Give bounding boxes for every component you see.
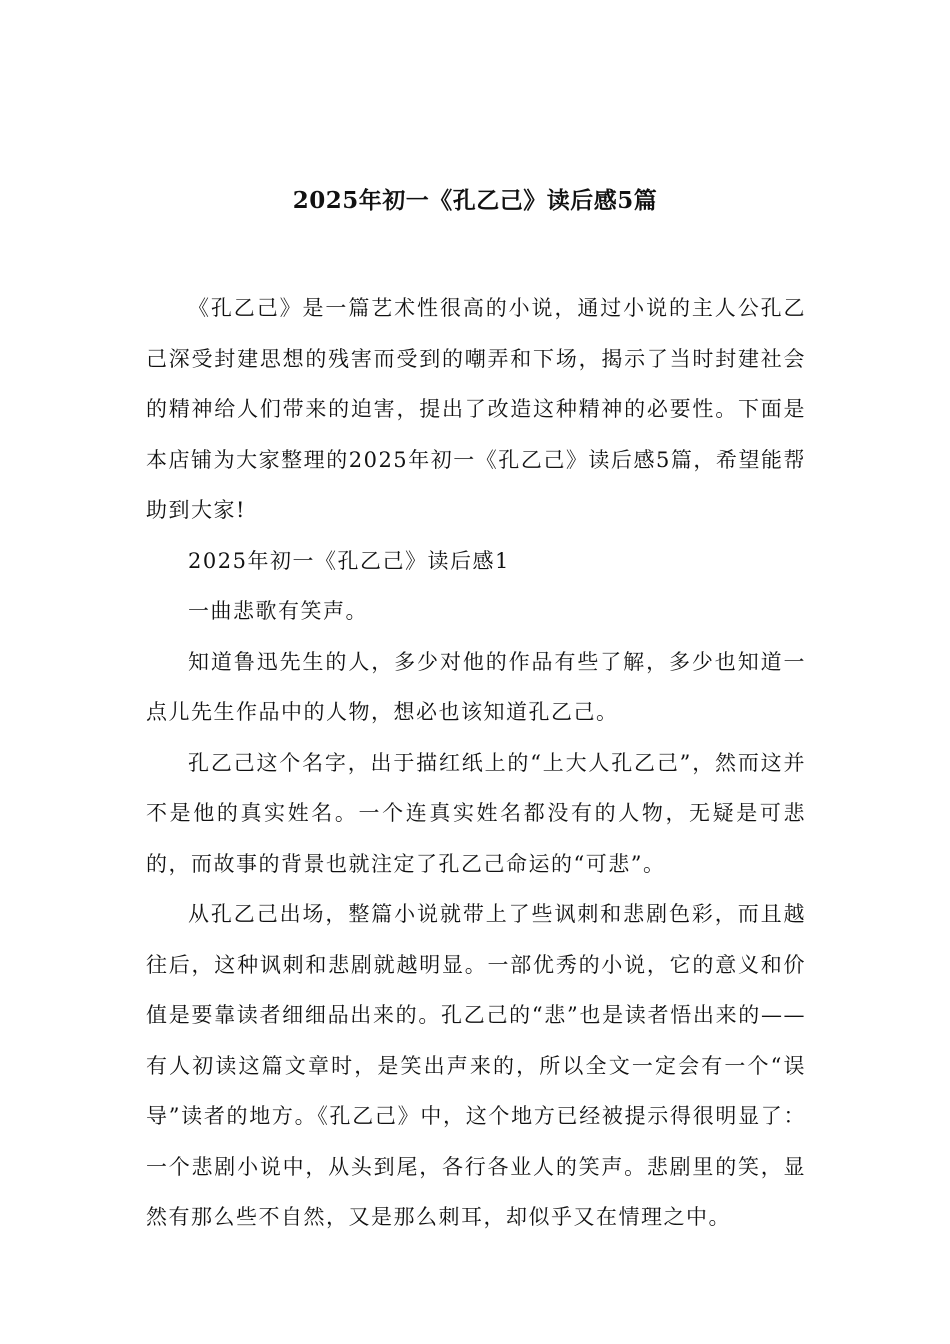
body-paragraph: 一曲悲歌有笑声。 xyxy=(188,599,368,623)
body-paragraph: 孔乙己这个名字，出于描红纸上的“上大人孔乙己”，然而这并不是他的真实姓名。一个连真实姓名都没有的人物，无疑是可悲的，而故事的背景也就注定了孔乙己命运的“可悲”。 xyxy=(146,750,806,876)
document-title: 2025年初一《孔乙己》读后感5篇 xyxy=(292,187,658,214)
body-paragraph: 从孔乙己出场，整篇小说就带上了些讽刺和悲剧色彩，而且越往后，这种讽刺和悲剧就越明显。一部优秀的小说，它的意义和价值是要靠读者细细品出来的。孔乙己的“悲”也是读者悟出来的——有人初读这篇文章时，是笑出声来的，所以全文一定会有一个“误导”读者的地方。《孔乙己》中，这个地方已经被提示得很明显了：一个悲剧小说中，从头到尾，各行各业人的笑声。悲剧里的笑，显然有那么些不自然，又是那么刺耳，却似乎又在情理之中。 xyxy=(146,902,806,1229)
section-heading: 2025年初一《孔乙己》读后感1 xyxy=(188,548,510,573)
body-paragraph: 知道鲁迅先生的人，多少对他的作品有些了解，多少也知道一点儿先生作品中的人物，想必也该知道孔乙己。 xyxy=(146,649,806,724)
intro-paragraph: 《孔乙己》是一篇艺术性很高的小说，通过小说的主人公孔乙己深受封建思想的残害而受到的嘲弄和下场，揭示了当时封建社会的精神给人们带来的迫害，提出了改造这种精神的必要性。下面是本店铺为大家整理的2025年初一《孔乙己》读后感5篇，希望能帮助到大家! xyxy=(146,296,806,522)
document-body xyxy=(146,283,806,1243)
